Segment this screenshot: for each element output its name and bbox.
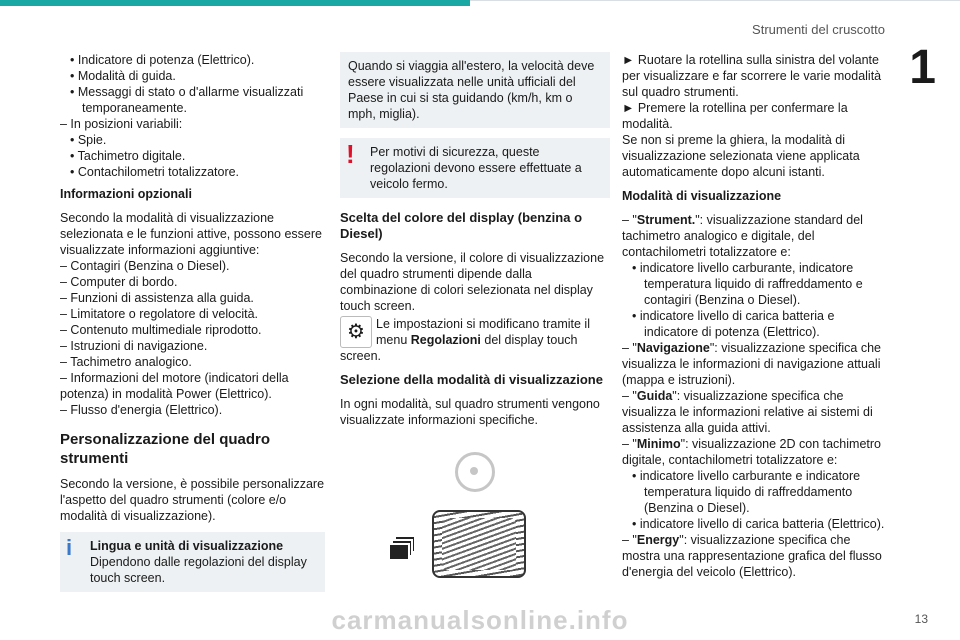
display-modes-icon bbox=[390, 535, 414, 559]
info-box bbox=[60, 532, 325, 592]
section-title: Strumenti del cruscotto bbox=[752, 22, 885, 37]
column-3 bbox=[622, 52, 892, 580]
list-item: • indicatore livello di carica batteria e indicatore di potenza (Elettrico). bbox=[632, 309, 835, 339]
mode-name: Strument. bbox=[636, 213, 696, 227]
steering-wheel-icon bbox=[455, 452, 495, 492]
info-text: Dipendono dalle regolazioni del display touch screen. bbox=[90, 555, 307, 585]
page-number: 13 bbox=[914, 612, 928, 626]
paragraph: Secondo la versione, il colore di visualizzazione del quadro strumenti dipende dalla combinazione di colori selezionata nel display touch screen. bbox=[340, 251, 605, 313]
list-item: – Funzioni di assistenza alla guida. bbox=[60, 291, 254, 305]
list-item: • Spie. bbox=[70, 133, 107, 147]
thumbwheel-icon bbox=[432, 510, 526, 578]
instruction-step: ► Premere la rotellina per confermare la modalità. bbox=[622, 101, 848, 131]
gear-icon: ⚙ bbox=[340, 316, 372, 348]
list-item: – Informazioni del motore (indicatori della potenza) in modalità Power (Elettrico). bbox=[60, 371, 289, 401]
paragraph: In ogni modalità, sul quadro strumenti vengono visualizzate informazioni specifiche. bbox=[340, 397, 600, 427]
mode-name: Navigazione bbox=[636, 341, 710, 355]
list-item: – Flusso d'energia (Elettrico). bbox=[60, 403, 223, 417]
mode-text: : visualizzazione standard del tachimetro analogico e digitale, del contachilometri totalizzatore e: bbox=[622, 213, 863, 259]
mode-name: Energy bbox=[636, 533, 680, 547]
paragraph: Se non si preme la ghiera, la modalità di visualizzazione selezionata viene applicata automaticamente dopo alcuni istanti. bbox=[622, 133, 860, 179]
column-2 bbox=[340, 52, 610, 580]
mode-item: – "Guida": visualizzazione specifica che visualizza le informazioni relative ai sistemi di assistenza alla guida attivi. bbox=[622, 389, 873, 435]
warning-box bbox=[340, 138, 610, 198]
section-heading: Personalizzazione del quadro strumenti bbox=[60, 431, 271, 467]
list-item: • Contachilometri totalizzatore. bbox=[70, 165, 240, 179]
chapter-number: 1 bbox=[909, 41, 936, 94]
list-heading: – In posizioni variabili: bbox=[60, 117, 183, 131]
mode-item: – "Navigazione": visualizzazione specifica che visualizza le informazioni di navigazione attuali (mappa e istruzioni). bbox=[622, 341, 881, 387]
list-item: – Tachimetro analogico. bbox=[60, 355, 192, 369]
list-item: • Messaggi di stato o d'allarme visualizzati temporaneamente. bbox=[70, 85, 304, 115]
info-title: Lingua e unità di visualizzazione bbox=[90, 539, 284, 553]
note-text: Quando si viaggia all'estero, la velocità deve essere visualizzata nelle unità ufficiali del Paese in cui si sta guidando (km/h, km o mph, miglia). bbox=[348, 59, 595, 121]
accent-bar bbox=[0, 0, 470, 6]
paragraph: Secondo la versione, è possibile personalizzare l'aspetto del quadro strumenti (colore e/o modalità di visualizzazione). bbox=[60, 477, 325, 523]
settings-paragraph bbox=[340, 316, 610, 364]
list-item: • indicatore livello di carica batteria (Elettrico). bbox=[632, 517, 885, 531]
column-1 bbox=[60, 52, 325, 602]
mode-text: : visualizzazione specifica che visualizza le informazioni di navigazione attuali (mappa e istruzioni). bbox=[622, 341, 881, 387]
settings-text: del display touch screen. bbox=[340, 333, 578, 363]
list-item: – Contenuto multimediale riprodotto. bbox=[60, 323, 262, 337]
mode-text: : visualizzazione specifica che mostra una rappresentazione grafica del flusso d'energia del veicolo (Elettrico). bbox=[622, 533, 882, 579]
subheading: Selezione della modalità di visualizzazione bbox=[340, 372, 603, 387]
subheading: Modalità di visualizzazione bbox=[622, 189, 782, 203]
info-icon: i bbox=[66, 535, 73, 560]
subheading: Scelta del colore del display (benzina o Diesel) bbox=[340, 210, 583, 241]
note-box bbox=[340, 52, 610, 128]
settings-text: Le impostazioni si modificano tramite il menu bbox=[376, 317, 590, 347]
watermark: carmanualsonline.info bbox=[331, 605, 629, 635]
steering-wheel-illustration bbox=[340, 440, 610, 580]
list-item: • indicatore livello carburante, indicatore temperatura liquido di raffreddamento e contagiri (Benzina o Diesel). bbox=[632, 261, 863, 307]
warning-icon: ! bbox=[346, 139, 355, 169]
mode-name: Minimo bbox=[636, 437, 681, 451]
mode-item: – "Minimo": visualizzazione 2D con tachimetro digitale, contachilometri totalizzatore e: bbox=[622, 437, 881, 467]
mode-item: – "Strument.": visualizzazione standard del tachimetro analogico e digitale, del contachilometri totalizzatore e: bbox=[622, 213, 863, 259]
list-item: – Limitatore o regolatore di velocità. bbox=[60, 307, 259, 321]
mode-name: Guida bbox=[636, 389, 673, 403]
list-item: – Computer di bordo. bbox=[60, 275, 178, 289]
mode-item: – "Energy": visualizzazione specifica che mostra una rappresentazione grafica del flusso d'energia del veicolo (Elettrico). bbox=[622, 533, 882, 579]
mode-text: : visualizzazione 2D con tachimetro digitale, contachilometri totalizzatore e: bbox=[622, 437, 881, 467]
list-item: • indicatore livello carburante e indicatore temperatura liquido di raffreddamento (Benzina o Diesel). bbox=[632, 469, 861, 515]
paragraph: Secondo la modalità di visualizzazione selezionata e le funzioni attive, possono essere visualizzate informazioni aggiuntive: bbox=[60, 211, 322, 257]
list-item: • Modalità di guida. bbox=[70, 69, 176, 83]
settings-menu-name: Regolazioni bbox=[410, 333, 481, 347]
instruction-step: ► Ruotare la rotellina sulla sinistra del volante per visualizzare e far scorrere le varie modalità sul quadro strumenti. bbox=[622, 53, 882, 99]
header-rule bbox=[470, 0, 960, 1]
subheading: Informazioni opzionali bbox=[60, 187, 192, 201]
list-item: • Tachimetro digitale. bbox=[70, 149, 186, 163]
mode-text: : visualizzazione specifica che visualizza le informazioni relative ai sistemi di assistenza alla guida attivi. bbox=[622, 389, 873, 435]
list-item: – Contagiri (Benzina o Diesel). bbox=[60, 259, 230, 273]
list-item: – Istruzioni di navigazione. bbox=[60, 339, 208, 353]
list-item: • Indicatore di potenza (Elettrico). bbox=[70, 53, 255, 67]
warning-text: Per motivi di sicurezza, queste regolazioni devono essere effettuate a veicolo fermo. bbox=[370, 145, 582, 191]
